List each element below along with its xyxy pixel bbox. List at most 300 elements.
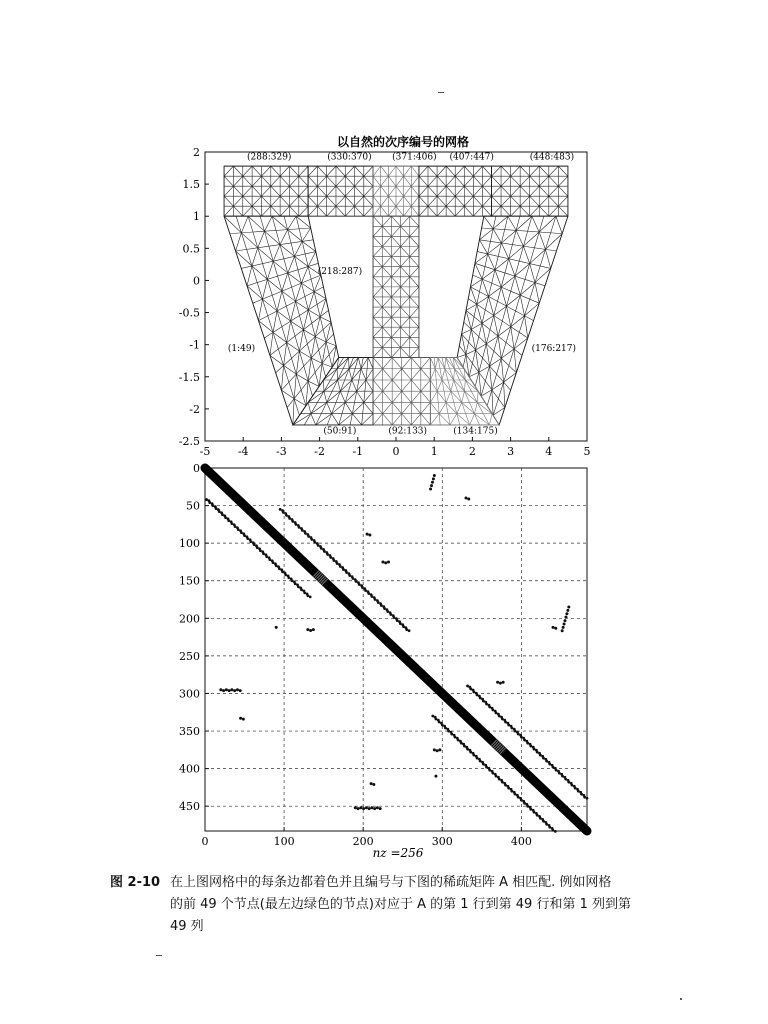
mesh-y-tick-label: 2 xyxy=(193,146,200,159)
mesh-region-top-5-diag xyxy=(549,166,559,176)
mesh-region-right-leg-diag xyxy=(501,349,514,358)
spy-nonzero-cluster xyxy=(368,534,371,537)
spy-nonzero xyxy=(405,628,408,631)
spy-nonzero xyxy=(523,739,526,742)
spy-nonzero xyxy=(275,564,278,567)
mesh-region-top-1-diag xyxy=(243,166,252,176)
mesh-region-right-leg-diag xyxy=(469,372,479,377)
mesh-region-right-leg-diag xyxy=(507,306,511,327)
mesh-region-right-leg-diag xyxy=(471,323,482,329)
mesh-region-top-3-diag xyxy=(373,196,381,206)
mesh-region-right-leg-diag xyxy=(535,283,539,304)
mesh-region-top-2-diag xyxy=(317,206,326,216)
mesh-region-right-leg-diag xyxy=(511,327,514,349)
mesh-region-bottom-2-diag xyxy=(383,391,393,402)
spy-y-tick-label: 150 xyxy=(179,574,200,588)
mesh-region-top-2-diag xyxy=(327,186,336,196)
spy-nonzero xyxy=(386,610,389,613)
mesh-region-bottom-2-diag xyxy=(392,414,402,425)
mesh-region-stem-diag xyxy=(382,257,391,267)
spy-nonzero-cluster xyxy=(236,688,239,691)
mesh-region-top-2-diag xyxy=(327,196,336,206)
mesh-region-top-2-diag xyxy=(317,176,326,186)
mesh-region-top-2-diag xyxy=(336,176,345,186)
mesh-region-stem-diag xyxy=(382,246,391,256)
spy-nonzero xyxy=(249,540,252,543)
mesh-region-stem-diag xyxy=(410,257,419,267)
mesh-region-top-4-diag xyxy=(437,166,446,176)
spy-nonzero xyxy=(221,513,224,516)
spy-nonzero-cluster xyxy=(222,689,225,692)
mesh-region-right-leg-edge xyxy=(482,228,563,234)
spy-nonzero-cluster xyxy=(496,681,499,684)
mesh-region-left-leg-diag xyxy=(280,230,288,245)
spy-nonzero xyxy=(507,724,510,727)
mesh-region-top-4-diag xyxy=(446,186,455,196)
mesh-region-top-1-diag xyxy=(224,186,233,196)
mesh-region-top-5-diag xyxy=(511,176,521,186)
mesh-region-top-2-diag xyxy=(355,186,364,196)
mesh-region-bottom-1-diag xyxy=(349,358,350,369)
mesh-region-top-4-diag xyxy=(419,186,428,196)
spy-nonzero xyxy=(548,826,551,829)
spy-nonzero xyxy=(377,601,380,604)
spy-nonzero xyxy=(288,517,291,520)
mesh-region-bottom-2-diag xyxy=(392,402,402,413)
mesh-x-tick-label: -1 xyxy=(352,445,364,458)
mesh-x-tick-label: 4 xyxy=(545,445,553,458)
mesh-region-top-1-diag xyxy=(289,176,298,186)
mesh-region-top-1-diag xyxy=(289,206,298,216)
mesh-region-top-4-diag xyxy=(446,176,455,186)
mesh-region-top-4-diag xyxy=(455,166,464,176)
mesh-region-top-4-diag xyxy=(428,166,437,176)
mesh-region-top-2-diag xyxy=(308,206,317,216)
mesh-region-top-1-diag xyxy=(261,186,270,196)
spy-nonzero xyxy=(510,790,513,793)
mesh-region-bottom-3-diag xyxy=(430,369,435,380)
mesh-region-top-5-diag xyxy=(530,176,540,186)
mesh-region-top-5-diag xyxy=(539,196,549,206)
spy-nonzero xyxy=(526,742,529,745)
mesh-region-stem-diag xyxy=(391,337,400,347)
spy-nonzero xyxy=(583,796,586,799)
mesh-region-top-1-diag xyxy=(233,196,242,206)
mesh-region-top-1-diag xyxy=(280,196,289,206)
spy-nonzero xyxy=(279,508,282,511)
mesh-region-left-leg-diag xyxy=(264,216,272,231)
mesh-x-tick-label: 3 xyxy=(507,445,515,458)
mesh-region-top-1-diag xyxy=(280,166,289,176)
mesh-region-top-4-diag xyxy=(464,186,473,196)
mesh-region-stem-diag xyxy=(391,277,400,287)
mesh-region-label: (288:329) xyxy=(247,152,292,163)
mesh-region-top-4-diag xyxy=(419,166,428,176)
mesh-region-stem-diag xyxy=(391,307,400,317)
mesh-region-top-3-diag xyxy=(404,176,412,186)
mesh-region-right-leg xyxy=(457,216,568,425)
mesh-region-top-3 xyxy=(373,166,419,216)
mesh-region-bottom-2-diag xyxy=(411,358,421,369)
mesh-region-top-5-diag xyxy=(511,166,521,176)
spy-nonzero xyxy=(533,811,536,814)
spy-nonzero xyxy=(303,591,306,594)
mesh-x-tick-label: 5 xyxy=(583,445,591,458)
mesh-region-left-leg-diag xyxy=(287,321,291,342)
mesh-region-top-5-diag xyxy=(558,196,568,206)
mesh-region-top-3-diag xyxy=(396,166,404,176)
mesh-region-right-leg-diag xyxy=(501,276,515,287)
mesh-region-bottom-1-diag xyxy=(311,402,327,413)
spy-nonzero xyxy=(476,694,479,697)
spy-nonzero xyxy=(355,580,358,583)
mesh-region-bottom-2-diag xyxy=(421,369,431,380)
mesh-region-stem-diag xyxy=(373,307,382,317)
mesh-region-top-3-diag xyxy=(404,196,412,206)
mesh-region-top-5-diag xyxy=(520,206,530,216)
mesh-region-bottom-2-diag xyxy=(402,391,412,402)
mesh-region-top-4-diag xyxy=(482,186,491,196)
mesh-region-top-4-diag xyxy=(473,176,482,186)
mesh-region-bottom-2-diag xyxy=(411,402,421,413)
spy-nonzero-cluster xyxy=(438,748,441,751)
mesh-region-top-2-diag xyxy=(308,166,317,176)
mesh-region-top-1-diag xyxy=(280,206,289,216)
mesh-region-top-2-diag xyxy=(317,166,326,176)
mesh-region-top-5-diag xyxy=(530,196,540,206)
mesh-region-top-1-diag xyxy=(261,166,270,176)
spy-y-tick-label: 400 xyxy=(179,762,200,776)
mesh-region-left-leg-diag xyxy=(315,337,326,342)
spy-nonzero xyxy=(529,808,532,811)
mesh-region-label: (371:406) xyxy=(392,152,437,163)
mesh-region-right-leg-diag xyxy=(457,355,466,358)
mesh-region-stem-diag xyxy=(373,226,382,236)
mesh-region-top-5-diag xyxy=(558,176,568,186)
mesh-region-stem-diag xyxy=(401,327,410,337)
mesh-region-label: (176:217) xyxy=(531,344,577,355)
spy-nonzero xyxy=(485,766,488,769)
mesh-region-left-leg xyxy=(224,216,339,425)
mesh-region-top-4-diag xyxy=(428,186,437,196)
spy-nonzero xyxy=(466,748,469,751)
mesh-region-bottom-2-diag xyxy=(373,380,383,391)
spy-nonzero xyxy=(580,793,583,796)
mesh-region-stem-diag xyxy=(391,216,400,226)
spy-nonzero xyxy=(558,772,561,775)
spy-nonzero xyxy=(564,778,567,781)
spy-nonzero-cluster xyxy=(433,474,436,477)
mesh-region-stem-diag xyxy=(410,267,419,277)
mesh-region-top-3-diag xyxy=(381,206,389,216)
mesh-region-right-leg-diag xyxy=(514,349,516,373)
mesh-region-stem-diag xyxy=(401,337,410,347)
spy-nonzero xyxy=(364,589,367,592)
spy-nonzero-cluster xyxy=(430,484,433,487)
spy-nonzero xyxy=(348,574,351,577)
mesh-region-top-5-diag xyxy=(492,186,502,196)
spy-nonzero xyxy=(361,586,364,589)
mesh-region-right-leg-diag xyxy=(498,336,501,358)
mesh-region-stem-diag xyxy=(401,226,410,236)
mesh-region-top-4-diag xyxy=(446,196,455,206)
spy-nonzero xyxy=(517,796,520,799)
mesh-region-bottom-2-diag xyxy=(421,391,431,402)
mesh-region-stem-diag xyxy=(382,277,391,287)
mesh-region-left-leg-diag xyxy=(282,291,296,301)
mesh-region-bottom-2-diag xyxy=(392,358,402,369)
spy-nonzero xyxy=(243,534,246,537)
spy-nonzero xyxy=(402,625,405,628)
mesh-region-top-3-diag xyxy=(404,186,412,196)
mesh-region-top-5-diag xyxy=(501,196,511,206)
mesh-region-right-leg-diag xyxy=(504,382,505,407)
spy-nonzero xyxy=(246,537,249,540)
spy-nonzero xyxy=(447,730,450,733)
spy-nonzero xyxy=(488,706,491,709)
mesh-region-top-5-diag xyxy=(539,186,549,196)
mesh-region-top-1-diag xyxy=(252,206,261,216)
spy-nonzero xyxy=(555,769,558,772)
mesh-region-bottom-1-diag xyxy=(358,358,361,369)
mesh-region-bottom-2-diag xyxy=(411,391,421,402)
mesh-region-bottom-2-diag xyxy=(402,369,412,380)
mesh-x-ticks xyxy=(200,437,591,458)
mesh-region-stem-diag xyxy=(391,347,400,357)
mesh-region-top-2-diag xyxy=(355,166,364,176)
spy-nonzero xyxy=(304,532,307,535)
mesh-x-tick-label: -5 xyxy=(199,445,211,458)
spy-nonzero xyxy=(545,823,548,826)
spy-y-tick-label: 450 xyxy=(179,800,200,814)
mesh-y-ticks xyxy=(179,146,209,448)
spy-nonzero-cluster xyxy=(230,688,233,691)
mesh-region-top-4-diag xyxy=(437,196,446,206)
mesh-region-top-1-diag xyxy=(299,196,308,206)
spy-nonzero-cluster xyxy=(564,619,567,622)
mesh-region-bottom-3-diag xyxy=(454,380,465,391)
spy-nonzero xyxy=(227,519,230,522)
spy-nonzero xyxy=(367,592,370,595)
mesh-region-top-5-diag xyxy=(520,166,530,176)
mesh-region-right-leg-diag xyxy=(484,216,493,229)
spy-nonzero-cluster xyxy=(368,807,371,810)
mesh-region-bottom-1-diag xyxy=(308,391,324,402)
spy-nonzero xyxy=(281,570,284,573)
scan-mark xyxy=(680,998,682,1000)
mesh-region-left-leg-diag xyxy=(306,381,308,406)
spy-nonzero-cluster xyxy=(379,807,382,810)
mesh-region-top-3-diag xyxy=(381,186,389,196)
mesh-region-top-5-diag xyxy=(558,206,568,216)
mesh-region-right-leg-diag xyxy=(495,270,501,287)
mesh-region-top-1-diag xyxy=(252,166,261,176)
mesh-region-left-leg-diag xyxy=(236,233,242,251)
spy-nonzero xyxy=(323,550,326,553)
mesh-region-bottom-2-diag xyxy=(402,414,412,425)
spy-nonzero xyxy=(495,712,498,715)
mesh-region-stem-diag xyxy=(373,257,382,267)
mesh-region-top-4-diag xyxy=(419,176,428,186)
mesh-region-right-leg-diag xyxy=(508,216,516,230)
spy-nonzero xyxy=(552,829,555,832)
mesh-region-left-leg-edge xyxy=(236,240,314,251)
mesh-region-top-4-diag xyxy=(446,206,455,216)
mesh-region-label: (50:91) xyxy=(323,426,357,437)
spy-nonzero xyxy=(485,703,488,706)
mesh-region-bottom-1-diag xyxy=(368,358,373,369)
mesh-region-top-5-diag xyxy=(530,166,540,176)
spy-nonzero xyxy=(291,520,294,523)
mesh-region-bottom-1-diag xyxy=(349,369,352,380)
mesh-region-top-5-diag xyxy=(558,166,568,176)
mesh-region-bottom-1-diag xyxy=(352,414,361,425)
mesh-region-bottom-3-diag xyxy=(470,414,475,425)
mesh-region-left-leg-diag xyxy=(281,390,294,399)
spy-nonzero xyxy=(320,547,323,550)
spy-nonzero xyxy=(469,688,472,691)
mesh-region-stem-diag xyxy=(410,297,419,307)
mesh-region-left-leg-diag xyxy=(326,342,336,346)
spy-nonzero-cluster xyxy=(225,688,228,691)
spy-nonzero xyxy=(466,685,469,688)
mesh-region-bottom-3-diag xyxy=(451,380,454,391)
mesh-region-top-2-diag xyxy=(345,186,354,196)
mesh-region-stem-diag xyxy=(401,257,410,267)
mesh-region-bottom-1 xyxy=(293,358,373,425)
spy-nonzero xyxy=(383,607,386,610)
mesh-region-top-2-diag xyxy=(327,176,336,186)
spy-nonzero xyxy=(473,691,476,694)
mesh-x-tick-label: 0 xyxy=(392,445,400,458)
mesh-region-top-4-diag xyxy=(428,196,437,206)
mesh-region-right-leg-diag xyxy=(470,279,482,287)
spy-nonzero xyxy=(310,538,313,541)
spy-x-tick-label: 200 xyxy=(352,835,374,848)
spy-nonzero xyxy=(240,531,243,534)
mesh-region-left-leg-diag xyxy=(241,216,248,233)
spy-nonzero xyxy=(476,757,479,760)
mesh-region-stem-diag xyxy=(410,307,419,317)
mesh-region-top-1-diag xyxy=(243,196,252,206)
mesh-region-stem-diag xyxy=(382,236,391,246)
mesh-region-bottom-1-diag xyxy=(340,391,345,402)
mesh-region-stem-diag xyxy=(382,226,391,236)
spy-nonzero xyxy=(272,561,275,564)
spy-nonzero-cluster xyxy=(567,606,570,609)
spy-nonzero xyxy=(552,766,555,769)
mesh-region-top-3-diag xyxy=(411,166,419,176)
mesh-region-right-leg-diag xyxy=(507,295,521,306)
mesh-region-top-2-diag xyxy=(317,186,326,196)
mesh-region-left-leg-diag xyxy=(320,317,331,322)
mesh-region-bottom-2-diag xyxy=(373,391,383,402)
mesh-region-top-1-diag xyxy=(243,186,252,196)
spy-nonzero xyxy=(370,595,373,598)
mesh-region-top-4-diag xyxy=(437,206,446,216)
mesh-region-left-leg-diag xyxy=(273,311,277,332)
spy-nonzero xyxy=(396,619,399,622)
spy-nonzero xyxy=(542,820,545,823)
mesh-region-bottom-1-diag xyxy=(293,414,311,425)
spy-nonzero xyxy=(234,525,237,528)
mesh-region-top-1-diag xyxy=(271,166,280,176)
mesh-region-right-leg-diag xyxy=(462,329,472,334)
spy-nonzero xyxy=(520,736,523,739)
mesh-region-top-1-diag xyxy=(289,186,298,196)
mesh-region-top-1-diag xyxy=(233,186,242,196)
mesh-region-top-5-diag xyxy=(511,186,521,196)
mesh-region-stem-diag xyxy=(410,216,419,226)
mesh-region-left-leg-diag xyxy=(296,351,299,374)
mesh-region-top-2-diag xyxy=(345,166,354,176)
spy-nonzero xyxy=(306,594,309,597)
spy-nonzero-cluster xyxy=(239,689,242,692)
mesh-region-bottom-3-diag xyxy=(464,380,465,391)
mesh-region-top-1-diag xyxy=(261,206,270,216)
mesh-x-tick-label: 1 xyxy=(430,445,438,458)
mesh-region-bottom-2-diag xyxy=(411,414,421,425)
spy-nonzero xyxy=(504,721,507,724)
mesh-region-left-leg-diag xyxy=(273,332,287,342)
mesh-region-right-leg-diag xyxy=(501,243,508,259)
mesh-region-top-1-diag xyxy=(299,206,308,216)
mesh-region-label: (134:175) xyxy=(453,426,498,437)
spy-nonzero xyxy=(520,799,523,802)
spy-nonzero xyxy=(339,565,342,568)
mesh-region-left-leg-diag xyxy=(273,261,288,273)
mesh-region-bottom-3-diag xyxy=(435,358,438,369)
spy-nonzero xyxy=(510,727,513,730)
mesh-region-stem-diag xyxy=(401,307,410,317)
mesh-y-tick-label: 1 xyxy=(193,210,200,224)
mesh-region-right-leg-diag xyxy=(509,246,524,259)
mesh-region-top-2-diag xyxy=(336,166,345,176)
mesh-region-bottom-2-diag xyxy=(421,414,431,425)
mesh-region-stem-diag xyxy=(391,226,400,236)
mesh-region-left-leg-diag xyxy=(262,279,267,299)
spy-nonzero xyxy=(282,511,285,514)
spy-nonzero xyxy=(212,504,215,507)
mesh-region-top-3-diag xyxy=(404,206,412,216)
mesh-region-left-leg-edge xyxy=(247,263,318,285)
mesh-region-bottom-3-diag xyxy=(430,414,439,425)
mesh-region-top-3-diag xyxy=(381,176,389,186)
mesh-region-top-3-diag xyxy=(381,196,389,206)
mesh-region-stem xyxy=(373,216,419,357)
spy-nonzero xyxy=(514,793,517,796)
mesh-region-stem-diag xyxy=(401,246,410,256)
mesh-region-bottom-3-diag xyxy=(437,380,442,391)
mesh-region-bottom-3-diag xyxy=(430,402,439,413)
spy-nonzero xyxy=(208,501,211,504)
mesh-region-label: (1:49) xyxy=(227,344,256,355)
spy-nonzero xyxy=(498,778,501,781)
mesh-region-right-leg-diag xyxy=(490,366,492,390)
mesh-region-right-leg-diag xyxy=(539,232,545,249)
mesh-y-tick-label: -0.5 xyxy=(178,306,200,320)
spy-y-tick-label: 50 xyxy=(186,499,200,513)
mesh-region-top-3-diag xyxy=(373,206,381,216)
mesh-region-bottom-1-diag xyxy=(366,380,373,391)
spy-nonzero xyxy=(529,745,532,748)
mesh-region-top-1-diag xyxy=(299,186,308,196)
mesh-region-bottom-3-diag xyxy=(437,391,446,402)
spy-nonzero xyxy=(491,709,494,712)
mesh-region-left-leg-diag xyxy=(282,273,288,291)
mesh-region-right-leg-diag xyxy=(523,246,529,263)
spy-nonzero-cluster xyxy=(239,717,242,720)
